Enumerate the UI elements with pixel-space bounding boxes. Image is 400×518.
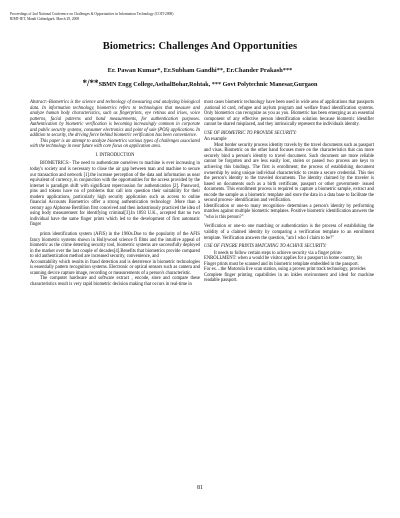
- section-heading-introduction: I. INTRODUCTION: [95, 152, 135, 158]
- right-column: [204, 100, 374, 284]
- intro-paragraph-2: prints identification system (AFIS) in the 1960s.Due to the popularity of the AFIS fancy biometric systems shown in Hollywood science fi films and the intuitive appeal of biometric as the crime deterring security tool, biometric systems are successfully deployed in the market over the last couple of decades[4].Benefits that biometrics provide compared to old authentication method are increased security, convenience, and: [30, 232, 200, 260]
- right-paragraph-7: Finger prints must be scanned and its biometric template embedded in the passport.: [204, 261, 359, 267]
- venue-header: RIMT-IET, Mandi Gobindgarh. March 29, 2008: [10, 17, 80, 21]
- example-label: An example: [204, 137, 227, 143]
- proceedings-header: Proceedings of 2nd National Conference on Challenges & Opportunities in Information Technology (COIT-2008): [10, 12, 174, 16]
- intro-paragraph-3: Accountability which results in fraud detection and is deterrence in biometric technologies is essentially pattern recognition systems. Electronic or optical sensors such as camera and scanning device capture image, recording or measurements of a person's characteristic.: [30, 259, 200, 276]
- paper-title: Biometrics: Challenges And Opportunities: [102, 41, 298, 52]
- intro-paragraph-4: The computer hardware and software extract , encode, store and compare these characteristics result is very rapid biometric decision making that occurs in real-time in: [30, 276, 200, 287]
- affiliation: [0, 78, 400, 88]
- intro-paragraph-1: BIOMETRICS:- The need to authenticate ourselves to machine is ever increasing in today's society and is necessary to close the air gap between man and machine to secure our transaction and network [1].the increase perception of the data and information as near equivalent of currency, in conjunction with the opportunities for the access provided by the internet is paradigm shift with significant repercussion for authentication [2]. Password, pins and tokens have no of problems that call into question their suitability for their modern applications, particularly high security application such as access to online financial Accounts Biometrics offer a strong authentication technology .More than a century ago Alphonse Bertillion first conceived and then industriously practiced the idea of using body measurement for identifying criminal[3].In 1893 U.K., accepted that no two individual have the same finger prints which led to the development of first automatic finger: [30, 161, 200, 228]
- right-paragraph-4: Verification or one-to one matching or authentication is the process of establishing the validity of a claimed identity by comparing a verification template to an enrollment template. Verification answers the question, "am I who I claim to be?": [204, 224, 374, 241]
- right-paragraph-2: Most border security process identity travels by the travel documents such as passport and visas. Biometric on the other hand focuses more on the characteristics that can more securely bind a person's identity to travel document. Such document are more reliable cannot be forgotten and are less easily lost, stolen or passed two process are keys to achieving this bindings. The first is enrollment; the process of establishing document ownership by using unique individual characteristic to create a secure credential. This ties the person's identity to the traveled documents. The identity claimed by the traveler is based on documents such as a birth certificate, passport or other government- issued documents. This enrollment process is required to capture a biometric sample, extract and encode the sample as a biometric template and store the data in a data base to facilitate the second process- identification and verification.: [204, 142, 374, 204]
- subheading-fingerprints: USE OF FINGRE PRINTS MATCHING TO ACHIVE SECURITY:: [204, 244, 327, 250]
- affiliation-marker: */**: [82, 78, 99, 88]
- abstract: Abstract:-Biometrics is the science and technology of measuring and analyzing biological data. In information technology, biometrics refers to technologies that measure and analyze human body characteristics, such as fingerprints, eye retinas and irises, voice patterns, facial patterns and hand measurements, for authentication purposes. Authentication by biometric verification is becoming increasingly common in corporate and public security systems, consumer electronics and point of sale (POS) applications. In addition to security, the driving force behind biometric verification has been convenience.: [30, 100, 200, 139]
- left-column: [30, 100, 200, 288]
- subheading-security: USE OF BIOMETRIC TO PROVIDE SECURITY:: [204, 130, 297, 136]
- right-paragraph-8: For ex…the Motorola live scan station, using a proven print track technology, provides: [204, 267, 366, 273]
- right-paragraph-6: ENROLLMENT: when a would be visitor applies for a passport in home country, his: [204, 256, 362, 262]
- affiliation-text: SBMN Engg College,AsthalBohar,Rohtak, *** Govt Polytechnic Manesar,Gurgaon: [98, 81, 318, 88]
- right-paragraph-5: It needs to follow certain steps to achieve security via a finger prints-: [214, 250, 343, 256]
- abstract-continued: This paper is an attempt to analyze biometrics various types of challenges associated with the technology in near future with core focus on application area.: [30, 138, 200, 150]
- author-list: Er. Pawan Kumar*, Er.Subham Gandhi**, Er.Chander Prakash***: [107, 67, 293, 74]
- right-paragraph-3: Identification or one-to many recognition- determines a person's identity by performing matches against multiple biometric templates. Positive biometric identification answers the "who is this person?": [204, 203, 374, 220]
- right-paragraph-1: most cases biometric technology have been used in wide area of applications that passports ,national id card, refugee and asylum program and welfare fraud identification systems. Only biometrics can recognize as you as you. Biometric has been emerging as an essential component of any effective person identification solution because biometric identifier cannot be shared misplaced, and they intrinsically represent the individuals identity.: [204, 100, 374, 128]
- page-number: 81: [197, 485, 203, 491]
- right-paragraph-9: Complete finger printing capabilities in an inkles environment and ideal for machine readable passport.: [204, 272, 374, 284]
